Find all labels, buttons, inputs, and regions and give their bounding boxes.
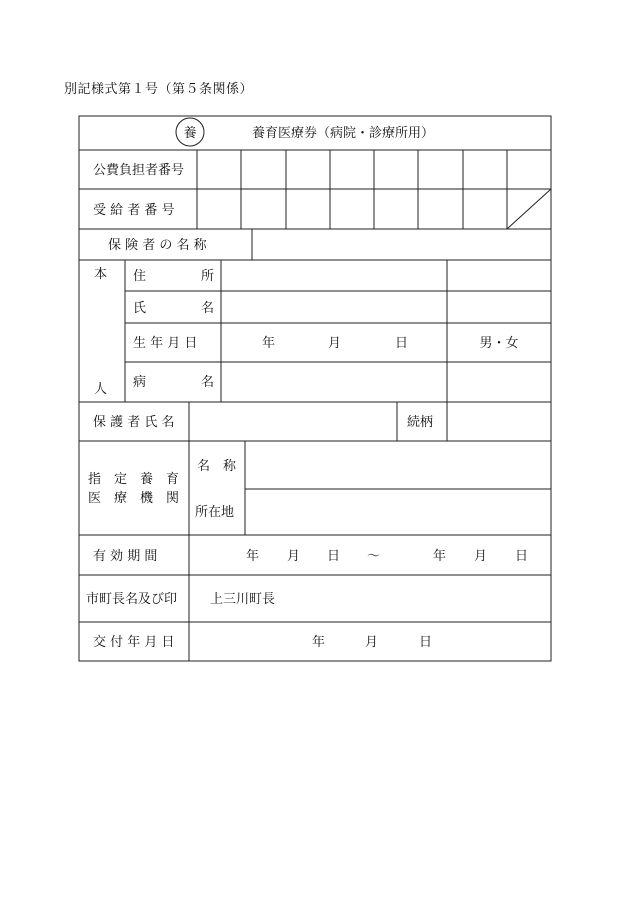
form-title: 養育医療券（病院・診療所用）	[252, 126, 435, 141]
form-caption: 別記様式第１号（第５条関係）	[64, 82, 254, 97]
person-label-top: 本	[94, 267, 108, 282]
seal-char: 養	[183, 126, 197, 141]
validity-tilde: ～	[367, 549, 381, 564]
validity-day-2: 日	[515, 549, 529, 564]
institution-label-line1: 指 定 養 育	[88, 472, 180, 487]
institution-location-label: 所在地	[195, 505, 235, 520]
sex-options: 男・女	[479, 336, 519, 351]
address-label-1: 住	[133, 269, 147, 284]
name-label-2: 名	[201, 301, 215, 316]
institution-name-label: 名 称	[197, 459, 237, 474]
validity-day-1: 日	[327, 549, 341, 564]
form-border	[79, 116, 551, 661]
disease-label-1: 病	[133, 375, 147, 390]
validity-label: 有 効 期 間	[93, 549, 158, 564]
guardian-label: 保 護 者 氏 名	[93, 415, 175, 430]
issue-year: 年	[312, 635, 326, 650]
birth-month: 月	[328, 336, 342, 351]
issue-date-label: 交 付 年 月 日	[93, 635, 175, 650]
address-label-2: 所	[201, 269, 215, 284]
validity-year-2: 年	[433, 549, 447, 564]
name-label-1: 氏	[133, 301, 147, 316]
validity-month-1: 月	[287, 549, 301, 564]
mayor-label: 市町長名及び印	[86, 592, 178, 607]
issue-day: 日	[419, 635, 433, 650]
validity-month-2: 月	[474, 549, 488, 564]
unused-cell-diagonal	[507, 189, 551, 229]
issue-month: 月	[365, 635, 379, 650]
public-payer-number-label: 公費負担者番号	[93, 163, 185, 178]
person-label-bottom: 人	[94, 382, 108, 397]
mayor-value: 上三川町長	[210, 592, 276, 607]
institution-label-line2: 医 療 機 関	[88, 491, 180, 506]
disease-label-2: 名	[201, 375, 215, 390]
relation-label: 続柄	[407, 415, 434, 430]
validity-year-1: 年	[246, 549, 260, 564]
birth-year: 年	[262, 336, 276, 351]
birth-day: 日	[395, 336, 409, 351]
birth-label: 生 年 月 日	[133, 336, 198, 351]
recipient-number-label: 受 給 者 番 号	[93, 203, 175, 218]
insurer-name-label: 保 険 者 の 名 称	[108, 238, 207, 253]
